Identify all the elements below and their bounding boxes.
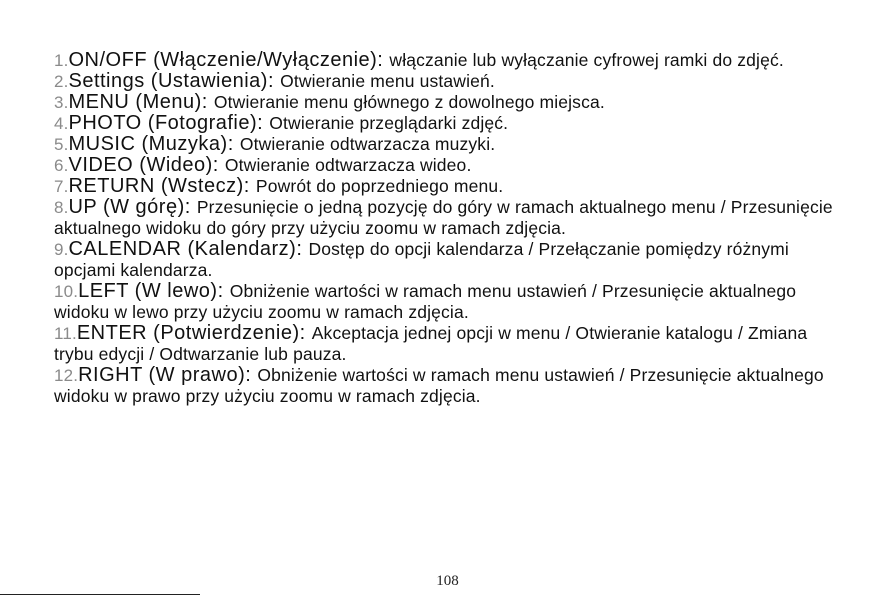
page-number: 108 (436, 573, 459, 589)
entry-number: 8. (54, 198, 69, 217)
entry-menu (54, 92, 844, 113)
entry-description: Obniżenie wartości w ramach menu ustawień / Przesunięcie aktualnego widoku w prawo przy użyciu zoomu w ramach zdjęcia. (54, 365, 824, 406)
manual-page (54, 50, 844, 407)
entry-number: 11. (54, 324, 77, 343)
entry-description: Otwieranie przeglądarki zdjęć. (269, 113, 509, 133)
entry-calendar (54, 239, 844, 281)
entry-description: Przesunięcie o jedną pozycję do góry w ramach aktualnego menu / Przesunięcie aktualnego widoku do góry przy użyciu zoomu w ramach zdjęcia. (54, 197, 833, 238)
bottom-rule (0, 594, 200, 595)
entry-return (54, 176, 844, 197)
entry-description: Otwieranie odtwarzacza muzyki. (239, 134, 496, 154)
entry-description: Powrót do poprzedniego menu. (255, 176, 504, 196)
entry-number: 2. (54, 72, 69, 91)
entry-key: MUSIC (Muzyka): (68, 133, 240, 155)
entry-description: Otwieranie odtwarzacza wideo. (224, 155, 472, 175)
entry-key: UP (W górę): (68, 196, 197, 218)
entry-video (54, 155, 844, 176)
entry-key: CALENDAR (Kalendarz): (68, 238, 309, 260)
entry-number: 7. (54, 177, 69, 196)
entry-number: 5. (54, 135, 69, 154)
entry-on-off (54, 50, 844, 71)
entry-enter (54, 323, 844, 365)
entry-right (54, 365, 844, 407)
entry-key: LEFT (W lewo): (78, 280, 230, 302)
entry-settings (54, 71, 844, 92)
entry-number: 4. (54, 114, 69, 133)
entry-description: Otwieranie menu ustawień. (280, 71, 495, 91)
entry-description: Dostęp do opcji kalendarza / Przełączanie pomiędzy różnymi opcjami kalendarza. (54, 239, 789, 280)
entry-key: ON/OFF (Włączenie/Wyłączenie): (68, 49, 390, 71)
entry-key: Settings (Ustawienia): (68, 70, 281, 92)
entry-description: Otwieranie menu głównego z dowolnego miejsca. (213, 92, 605, 112)
entry-key: RIGHT (W prawo): (78, 364, 258, 386)
entry-up (54, 197, 844, 239)
entry-left (54, 281, 844, 323)
entry-key: VIDEO (Wideo): (68, 154, 225, 176)
entry-key: PHOTO (Fotografie): (68, 112, 270, 134)
entry-music (54, 134, 844, 155)
entry-number: 10. (54, 282, 79, 301)
entry-number: 6. (54, 156, 69, 175)
entry-number: 3. (54, 93, 69, 112)
entry-number: 9. (54, 240, 69, 259)
entry-photo (54, 113, 844, 134)
entry-key: RETURN (Wstecz): (68, 175, 256, 197)
entry-description: Obniżenie wartości w ramach menu ustawień / Przesunięcie aktualnego widoku w lewo przy użyciu zoomu w ramach zdjęcia. (54, 281, 797, 322)
entry-key: MENU (Menu): (68, 91, 214, 113)
entry-description: Akceptacja jednej opcji w menu / Otwieranie katalogu / Zmiana trybu edycji / Odtwarzanie lub pauza. (54, 323, 808, 364)
entry-number: 12. (54, 366, 79, 385)
entry-number: 1. (54, 51, 69, 70)
entry-key: ENTER (Potwierdzenie): (76, 322, 312, 344)
entry-description: włączanie lub wyłączanie cyfrowej ramki do zdjęć. (389, 50, 784, 70)
